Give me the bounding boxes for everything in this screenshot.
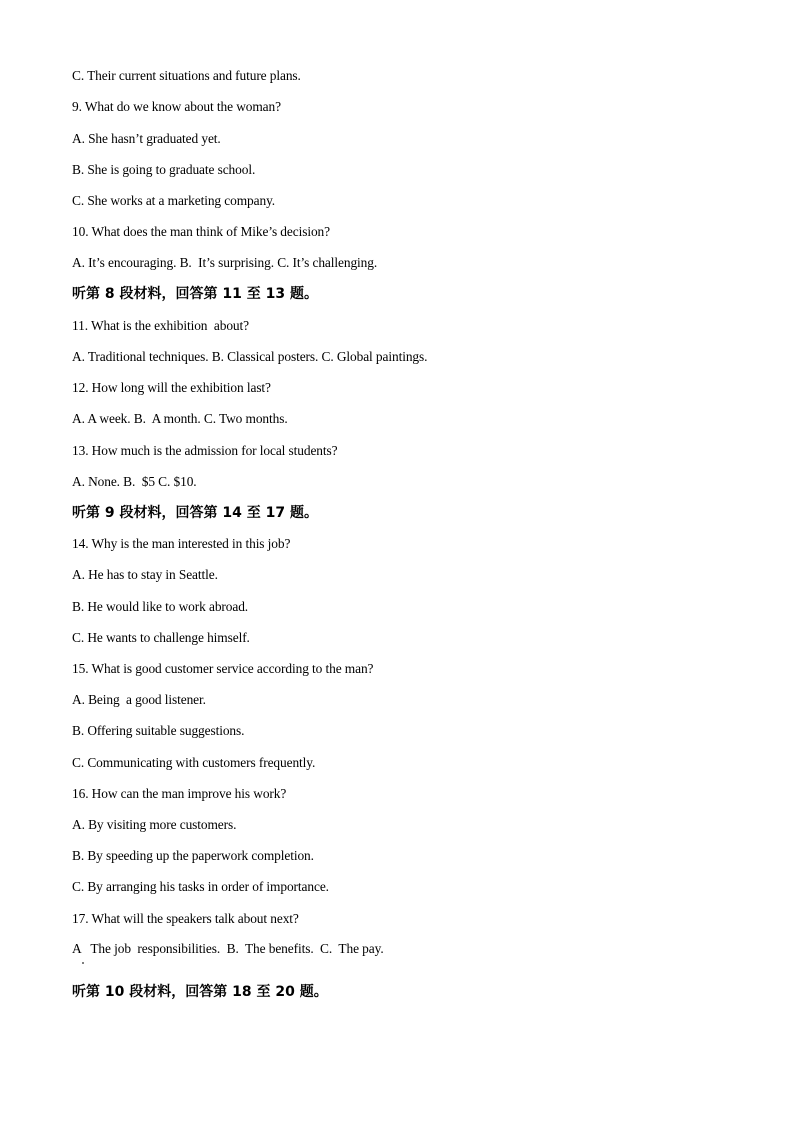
question-line: 10. What does the man think of Mike’s decision? [72,224,330,239]
option-line: B. He would like to work abroad. [72,599,249,614]
option-line: A. None. B. $5 C. $10. [72,474,197,489]
question-line: 16. How can the man improve his work? [72,786,287,801]
section-heading: 听第 9 段材料，回答第 14 至 17 题。 [72,505,318,521]
option-line: A. Being a good listener. [72,692,206,707]
question-line: 13. How much is the admission for local students? [72,443,338,458]
question-line: 11. What is the exhibition about? [72,318,249,333]
option-line: B. She is going to graduate school. [72,162,256,177]
section-heading: 听第 10 段材料，回答第 18 至 20 题。 [72,984,328,1000]
option-line: C. Their current situations and future plans. [72,68,301,83]
option-line: A. He has to stay in Seattle. [72,567,218,582]
option-line: B. By speeding up the paperwork completion. [72,848,314,863]
section-heading: 听第 8 段材料，回答第 11 至 13 题。 [72,286,318,302]
option-line: A The job responsibilities. B. The benefits. C. The pay. [72,941,384,956]
stray-dot [82,962,84,964]
option-line: A. It’s encouraging. B. It’s surprising. C. It’s challenging. [72,255,378,270]
option-line: A. By visiting more customers. [72,817,237,832]
option-line: A. A week. B. A month. C. Two months. [72,411,288,426]
option-line: B. Offering suitable suggestions. [72,723,245,738]
question-line: 9. What do we know about the woman? [72,99,281,114]
question-line: 14. Why is the man interested in this job? [72,536,291,551]
question-line: 17. What will the speakers talk about next? [72,911,299,926]
question-line: 15. What is good customer service according to the man? [72,661,374,676]
option-line: A. Traditional techniques. B. Classical posters. C. Global paintings. [72,349,428,364]
option-line: C. He wants to challenge himself. [72,630,250,645]
option-line: C. She works at a marketing company. [72,193,276,208]
option-line: A. She hasn’t graduated yet. [72,131,221,146]
option-line: C. By arranging his tasks in order of importance. [72,879,329,894]
option-line: C. Communicating with customers frequently. [72,755,316,770]
question-line: 12. How long will the exhibition last? [72,380,271,395]
